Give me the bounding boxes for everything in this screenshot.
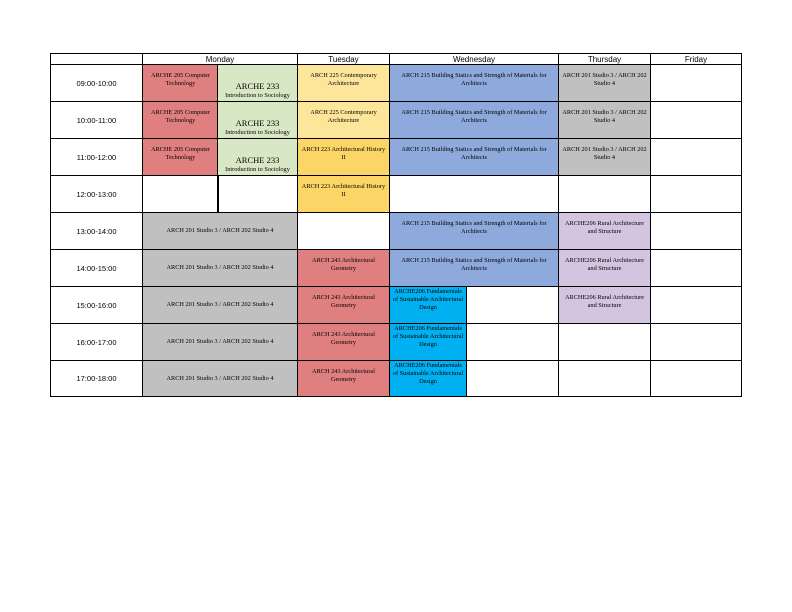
empty-cell [650,249,742,287]
course-block-arch215: ARCH 215 Building Statics and Strength of Materials for Architects [389,249,559,287]
course-block-arch201-studio: ARCH 201 Studio 3 / ARCH 202 Studio 4 [142,286,298,324]
course-block-arch225: ARCH 225 Contemporary Architecture [297,101,390,139]
empty-cell [558,360,651,397]
course-block-arche233: ARCHE 233 Introduction to Sociology [217,101,298,139]
time-slot: 10:00-11:00 [50,101,143,139]
course-block-arch223: ARCH 223 Architectural History II [297,138,390,176]
empty-cell [650,64,742,102]
course-block-arche206-fundamentals: ARCHE206 Fundamentals of Sustainable Architectural Design [389,286,467,324]
empty-cell [466,286,559,324]
empty-cell [650,360,742,397]
course-block-arche206-rural: ARCHE206 Rural Architecture and Structure [558,249,651,287]
course-block-arche206-rural: ARCHE206 Rural Architecture and Structure [558,212,651,250]
empty-cell [297,212,390,250]
time-slot: 09:00-10:00 [50,64,143,102]
empty-cell [142,175,219,213]
empty-cell [466,360,559,397]
course-block-arch223: ARCH 223 Architectural History II [297,175,390,213]
course-block-arche205: ARCHE 205 Computer Technology [142,138,219,176]
time-slot: 16:00-17:00 [50,323,143,361]
course-block-arche205: ARCHE 205 Computer Technology [142,101,219,139]
empty-cell [217,175,298,213]
empty-cell [558,175,651,213]
course-block-arch201-studio: ARCH 201 Studio 3 / ARCH 202 Studio 4 [142,212,298,250]
empty-cell [650,286,742,324]
time-slot: 15:00-16:00 [50,286,143,324]
course-block-arch243: ARCH 243 Architectural Geometry [297,286,390,324]
empty-cell [650,101,742,139]
time-slot: 13:00-14:00 [50,212,143,250]
day-header-monday: Monday [142,53,298,65]
course-block-arche205: ARCHE 205 Computer Technology [142,64,219,102]
timetable [50,53,742,397]
course-block-arch243: ARCH 243 Architectural Geometry [297,249,390,287]
empty-cell [650,138,742,176]
course-block-arche206-rural: ARCHE206 Rural Architecture and Structure [558,286,651,324]
empty-cell [650,323,742,361]
empty-cell [466,323,559,361]
time-slot: 17:00-18:00 [50,360,143,397]
course-block-arch215: ARCH 215 Building Statics and Strength of Materials for Architects [389,212,559,250]
day-header-thursday: Thursday [558,53,651,65]
course-block-arche206-fundamentals: ARCHE206 Fundamentals of Sustainable Architectural Design [389,360,467,397]
day-header-tuesday: Tuesday [297,53,390,65]
course-block-arch201-studio: ARCH 201 Studio 3 / ARCH 202 Studio 4 [142,323,298,361]
course-block-arch201-studio: ARCH 201 Studio 3 / ARCH 202 Studio 4 [142,249,298,287]
course-block-arch243: ARCH 243 Architectural Geometry [297,323,390,361]
course-block-arch201-studio: ARCH 201 Studio 3 / ARCH 202 Studio 4 [558,101,651,139]
course-block-arch201-studio: ARCH 201 Studio 3 / ARCH 202 Studio 4 [142,360,298,397]
course-block-arch215: ARCH 215 Building Statics and Strength of Materials for Architects [389,101,559,139]
empty-cell [389,175,559,213]
day-header-friday: Friday [650,53,742,65]
course-block-arch215: ARCH 215 Building Statics and Strength of Materials for Architects [389,138,559,176]
day-header-wednesday: Wednesday [389,53,559,65]
course-block-arch201-studio: ARCH 201 Studio 3 / ARCH 202 Studio 4 [558,64,651,102]
course-block-arch243: ARCH 243 Architectural Geometry [297,360,390,397]
empty-cell [558,323,651,361]
time-slot: 11:00-12:00 [50,138,143,176]
course-block-arch215: ARCH 215 Building Statics and Strength of Materials for Architects [389,64,559,102]
course-block-arche233: ARCHE 233 Introduction to Sociology [217,138,298,176]
empty-cell [650,175,742,213]
course-block-arch225: ARCH 225 Contemporary Architecture [297,64,390,102]
time-slot: 12:00-13:00 [50,175,143,213]
course-block-arch201-studio: ARCH 201 Studio 3 / ARCH 202 Studio 4 [558,138,651,176]
course-block-arche233: ARCHE 233 Introduction to Sociology [217,64,298,102]
course-block-arche206-fundamentals: ARCHE206 Fundamentals of Sustainable Architectural Design [389,323,467,361]
time-slot: 14:00-15:00 [50,249,143,287]
empty-cell [650,212,742,250]
